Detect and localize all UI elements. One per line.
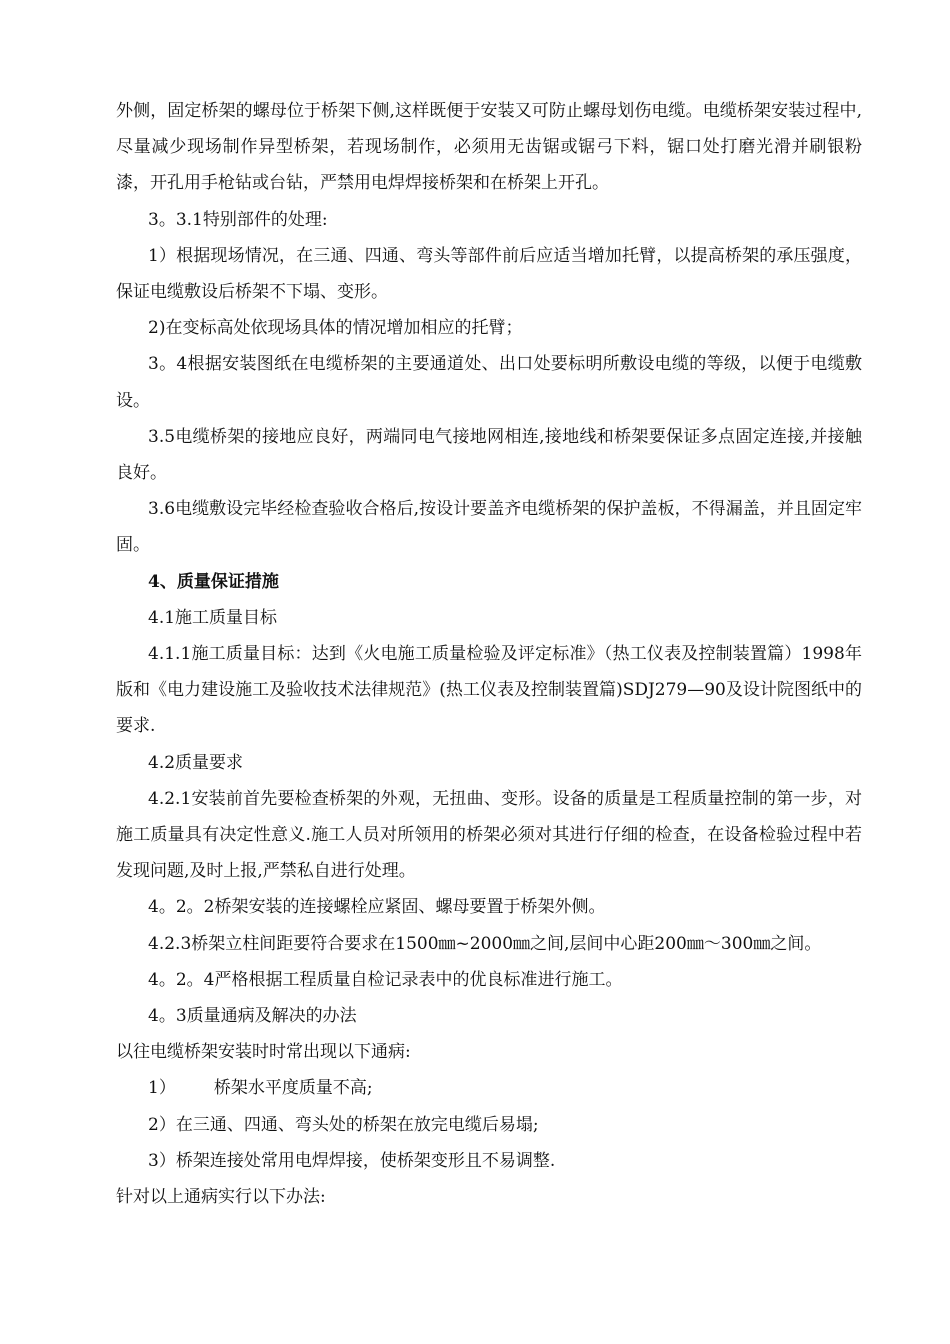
document-body [116,93,862,1215]
paragraph-cable-tray-installation: 外侧，固定桥架的螺母位于桥架下侧,这样既便于安装又可防止螺母划伤电缆。电缆桥架安装过程中,尽量减少现场制作异型桥架，若现场制作，必须用无齿锯或锯弓下料，锯口处打磨光滑并刷银粉漆，开孔用手枪钻或台钻，严禁用电焊焊接桥架和在桥架上开孔。 [116,101,862,194]
paragraph-3-6: 3.6电缆敷设完毕经检查验收合格后,按设计要盖齐电缆桥架的保护盖板，不得漏盖，并且固定牢固。 [116,499,862,556]
paragraph-4-2-1: 4.2.1安装前首先要检查桥架的外观，无扭曲、变形。设备的质量是工程质量控制的第一步，对施工质量具有决定性意义.施工人员对所领用的桥架必须对其进行仔细的检查，在设备检验过程中若发现问题,及时上报,严禁私自进行处理。 [116,788,862,882]
paragraph-item-1-support-arms: 1）根据现场情况，在三通、四通、弯头等部件前后应适当增加托臂，以提高桥架的承压强度，保证电缆敷设后桥架不下塌、变形。 [116,245,862,303]
paragraph-3-3-1: 3。3.1特别部件的处理: [148,209,328,230]
list-item-number: 1） [148,1078,176,1099]
subheading-4-3: 4。3质量通病及解决的办法 [148,1006,357,1027]
paragraph-common-defects-intro: 以往电缆桥架安装时时常出现以下通病: [116,1042,411,1063]
list-item-defect-3: 3）桥架连接处常用电焊焊接，使桥架变形且不易调整. [148,1150,556,1171]
paragraph-item-2-elevation-change: 2)在变标高处依现场具体的情况增加相应的托臂； [148,318,523,339]
section-heading-4-quality-assurance: 4、质量保证措施 [148,571,279,592]
paragraph-3-4: 3。4根据安装图纸在电缆桥架的主要通道处、出口处要标明所敷设电缆的等级，以便于电缆敷设。 [116,354,862,411]
subheading-4-1: 4.1施工质量目标 [148,607,278,628]
paragraph-4-2-2: 4。2。2桥架安装的连接螺栓应紧固、螺母要置于桥架外侧。 [148,897,606,918]
paragraph-4-2-4: 4。2。4严格根据工程质量自检记录表中的优良标准进行施工。 [148,969,623,990]
paragraph-4-1-1: 4.1.1施工质量目标：达到《火电施工质量检验及评定标准》（热工仪表及控制装置篇）1998年版和《电力建设施工及验收技术法律规范》(热工仪表及控制装置篇)SDJ279—90及设计院图纸中的要求. [116,644,862,737]
subheading-4-2: 4.2质量要求 [148,752,244,773]
paragraph-solutions-intro: 针对以上通病实行以下办法: [116,1187,326,1208]
paragraph-3-5: 3.5电缆桥架的接地应良好，两端同电气接地网相连,接地线和桥架要保证多点固定连接,并接触良好。 [116,426,862,484]
list-item-defect-2: 2）在三通、四通、弯头处的桥架在放完电缆后易塌; [148,1114,539,1135]
paragraph-4-2-3: 4.2.3桥架立柱间距要符合要求在1500㎜~2000㎜之间,层间中心距200㎜～300㎜之间。 [148,933,822,954]
list-item-defect-1 [116,1070,862,1106]
list-item-text: 桥架水平度质量不高; [213,1078,373,1099]
